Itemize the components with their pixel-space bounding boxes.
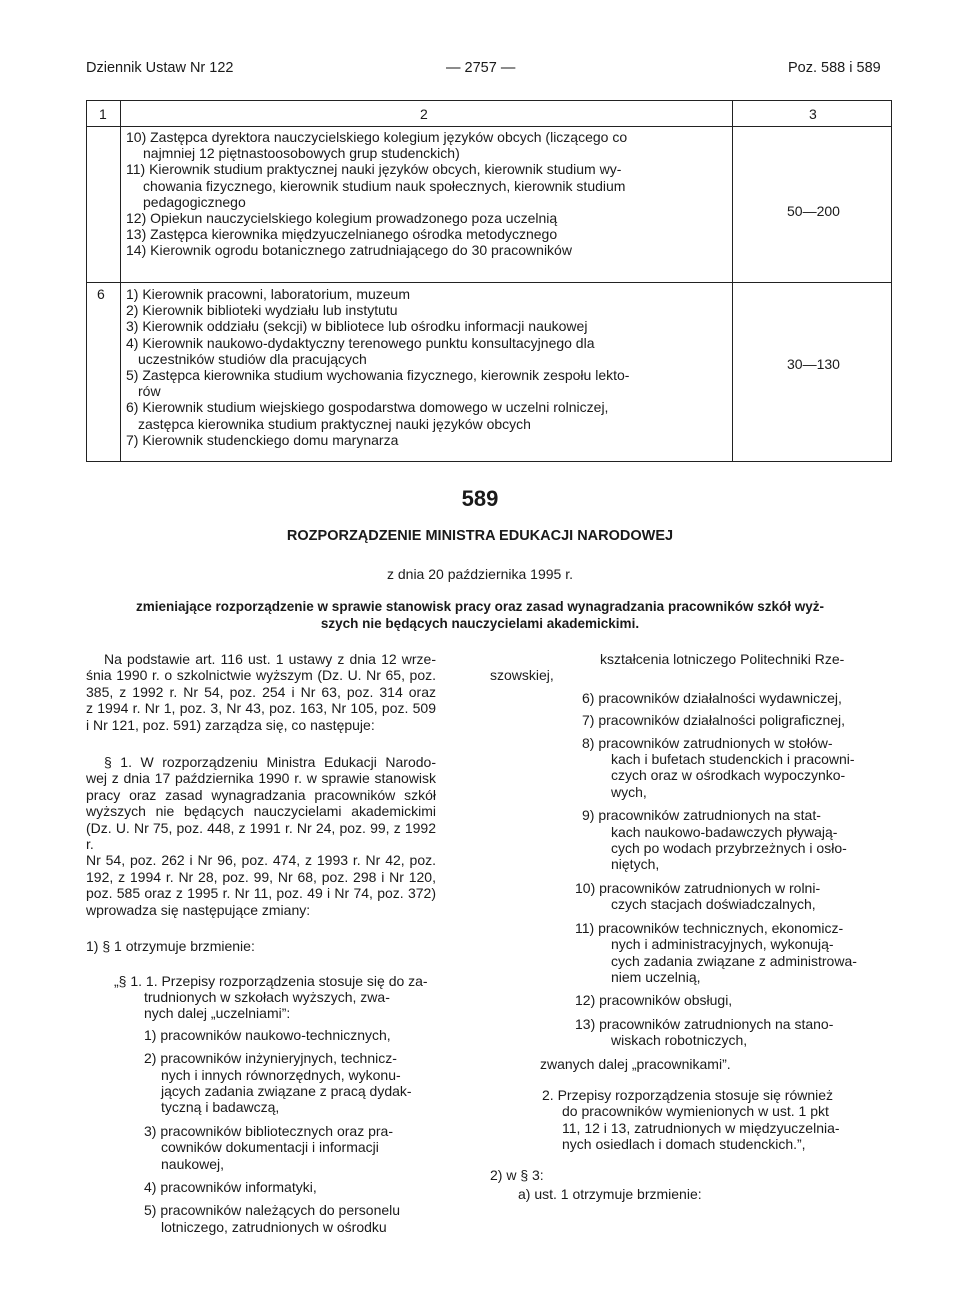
text-line: rów	[138, 383, 161, 400]
paragraph	[582, 735, 896, 801]
positions-table	[86, 100, 892, 462]
text-line: 11, 12 i 13, zatrudnionych w międzyuczelnia-	[562, 1119, 840, 1136]
text-line: najmniej 12 piętnastoosobowych grup studenckich)	[143, 145, 460, 162]
text-line: wiskach robotniczych,	[611, 1032, 748, 1049]
text-line: 3) pracowników bibliotecznych oraz pra-	[144, 1122, 393, 1139]
text-line: czych oraz w ośrodkach wypoczynko-	[611, 767, 846, 784]
text-line: nych dalej „uczelniami”:	[144, 1005, 291, 1022]
text-line: 3) Kierownik oddziału (sekcji) w bibliotece lub ośrodku informacji naukowej	[126, 318, 588, 335]
text-line: a) ust. 1 otrzymuje brzmienie:	[518, 1185, 702, 1202]
text-line: zwanych dalej „pracownikami”.	[540, 1055, 731, 1072]
paragraph	[582, 807, 896, 873]
text-line: „§ 1. 1. Przepisy rozporządzenia stosuje się do za-	[114, 972, 428, 989]
paragraph	[86, 651, 436, 733]
paragraph	[575, 920, 896, 986]
text-line: Na podstawie art. 116 ust. 1 ustawy z dnia 12 wrze-	[104, 651, 436, 667]
paragraph	[126, 286, 732, 302]
act-title: ROZPORZĄDZENIE MINISTRA EDUKACJI NARODOWEJ	[286, 528, 674, 544]
text-line: 12) pracowników obsługi,	[575, 992, 733, 1009]
text-line: 385, z 1992 r. Nr 54, poz. 254 i Nr 63, poz. 314 oraz	[86, 683, 436, 700]
text-line: szowskiej,	[490, 667, 554, 684]
paragraph	[144, 1027, 436, 1043]
col-header-1: 1	[99, 106, 107, 122]
text-line: 5) pracowników należących do personelu	[144, 1202, 401, 1219]
text-line: śnia 1990 r. o szkolnictwie wyższym (Dz. U. Nr 65, poz.	[86, 667, 436, 684]
text-line: kształcenia lotniczego Politechniki Rze-	[600, 651, 845, 667]
col-header-3: 3	[809, 106, 817, 122]
paragraph	[542, 1087, 896, 1153]
page-number: — 2757 —	[446, 60, 516, 76]
text-line: 2) Kierownik biblioteki wydziału lub instytutu	[126, 302, 398, 319]
text-line: 7) Kierownik studenckiego domu marynarza	[126, 431, 399, 448]
paragraph	[86, 938, 436, 954]
text-line: 1) pracowników naukowo-technicznych,	[144, 1026, 391, 1043]
text-line: cych po wodach przybrzeżnych i osło-	[611, 840, 847, 857]
text-line: z 1994 r. Nr 1, poz. 3, Nr 43, poz. 163, Nr 105, poz. 509	[86, 700, 436, 717]
paragraph	[126, 226, 732, 242]
paragraph	[126, 161, 732, 210]
text-line: wprowadza się następujące zmiany:	[86, 901, 311, 918]
text-line: do pracowników wymienionych w ust. 1 pkt	[562, 1103, 829, 1120]
text-line: chowania fizycznego, kierownik studium nauk społecznych, kierownik studium	[143, 177, 626, 194]
paragraph	[126, 399, 732, 431]
text-line: jących zadania związane z pracą dydak-	[161, 1082, 412, 1099]
paragraph	[126, 302, 732, 318]
text-line: niętych,	[611, 856, 660, 873]
paragraph	[518, 1186, 896, 1202]
paragraph	[582, 690, 896, 706]
paragraph	[540, 1056, 896, 1072]
table-row-items	[126, 129, 732, 259]
text-line: nych i innych równorzędnych, wykonu-	[161, 1066, 401, 1083]
text-line: uczestników studiów dla pracujących	[138, 350, 367, 367]
act-date: z dnia 20 października 1995 r.	[386, 566, 573, 582]
text-line: 2) pracowników inżynieryjnych, technicz-	[144, 1050, 397, 1067]
text-line: Nr 54, poz. 262 i Nr 96, poz. 474, z 1993 r. Nr 42, poz.	[86, 852, 436, 869]
table-row-range: 30—130	[787, 356, 840, 372]
text-line: niem uczelnią,	[611, 968, 701, 985]
paragraph	[490, 1167, 896, 1183]
text-line: 9) pracowników zatrudnionych na stat-	[582, 807, 821, 824]
paragraph	[126, 367, 732, 399]
paragraph	[114, 973, 436, 1022]
text-line: naukowej,	[161, 1155, 225, 1172]
text-line: 192, z 1994 r. Nr 28, poz. 99, Nr 68, poz. 298 i Nr 120,	[86, 868, 436, 885]
text-line: 1) Kierownik pracowni, laboratorium, muzeum	[126, 286, 410, 302]
text-line: kach naukowo-badawczych pływają-	[611, 823, 838, 840]
text-line: (Dz. U. Nr 75, poz. 448, z 1991 r. Nr 24, poz. 99, z 1992 r.	[86, 819, 436, 853]
text-line: trudnionych w szkołach wyższych, zwa-	[144, 988, 390, 1005]
paragraph	[126, 335, 732, 367]
text-line: wyższych nie będących nauczycielami akademickimi	[86, 803, 436, 820]
text-line: 7) pracowników działalności poligraficznej,	[582, 712, 846, 729]
text-line: 8) pracowników zatrudnionych w stołów-	[582, 734, 833, 751]
text-line: 4) pracowników informatyki,	[144, 1178, 317, 1195]
text-line: lotniczego, zatrudnionych w ośrodku	[161, 1218, 387, 1235]
text-line: nych osiedlach i domach studenckich.”,	[562, 1136, 806, 1153]
paragraph	[144, 1179, 436, 1195]
text-line: pracy oraz zasad wynagradzania pracowników szkół	[86, 786, 436, 803]
paragraph	[144, 1123, 436, 1172]
col-header-2: 2	[420, 106, 428, 122]
text-line: § 1. W rozporządzeniu Ministra Edukacji Narodo-	[104, 754, 436, 771]
text-line: i Nr 121, poz. 591) zarządza się, co następuje:	[86, 716, 375, 733]
text-line: zastępca kierownika studium praktycznej nauki języków obcych	[138, 415, 531, 432]
position-ref: Poz. 588 i 589	[788, 60, 881, 76]
text-line: 6) Kierownik studium wiejskiego gospodarstwa domowego w uczelni rolniczej,	[126, 399, 609, 416]
text-line: czych stacjach doświadczalnych,	[611, 896, 816, 913]
text-line: wych,	[611, 783, 647, 800]
text-line: cowników dokumentacji i informacji	[161, 1139, 379, 1156]
text-line: 1) § 1 otrzymuje brzmienie:	[86, 938, 255, 955]
text-line: 6) pracowników działalności wydawniczej,	[582, 689, 842, 706]
paragraph	[575, 992, 896, 1008]
paragraph	[126, 129, 732, 161]
text-line: tyczną i badawczą,	[161, 1099, 280, 1116]
text-line: 13) Zastępca kierownika międzyuczelnianego ośrodka metodycznego	[126, 226, 558, 243]
text-line: 2) w § 3:	[490, 1166, 544, 1183]
text-line: 2. Przepisy rozporządzenia stosuje się również	[542, 1086, 834, 1103]
text-line: pedagogicznego	[143, 193, 246, 210]
text-line: 10) Zastępca dyrektora nauczycielskiego kolegium języków obcych (liczącego co	[126, 129, 628, 145]
text-line: nych i administracyjnych, wykonują-	[611, 936, 834, 953]
act-subject: zmieniające rozporządzenie w sprawie stanowisk pracy oraz zasad wynagradzania pracowników szkół wyż- szych nie będących nauczycielami akademickimi.	[136, 599, 824, 631]
act-number: 589	[461, 486, 499, 511]
text-line: 5) Zastępca kierownika studium wychowania fizycznego, kierownik zespołu lekto-	[126, 367, 630, 384]
text-line: 11) pracowników technicznych, ekonomicz-	[575, 919, 844, 936]
paragraph	[582, 712, 896, 728]
paragraph	[144, 1050, 436, 1116]
paragraph	[86, 754, 436, 918]
text-line: poz. 585 oraz z 1995 r. Nr 11, poz. 49 i Nr 74, poz. 372)	[86, 885, 436, 902]
journal-title: Dziennik Ustaw Nr 122	[86, 60, 234, 76]
text-line: 10) pracowników zatrudnionych w rolni-	[575, 879, 821, 896]
text-line: 11) Kierownik studium praktycznej nauki języków obcych, kierownik studium wy-	[126, 161, 622, 178]
paragraph	[144, 1202, 436, 1235]
text-line: 13) pracowników zatrudnionych na stano-	[575, 1015, 834, 1032]
table-row-group: 6	[97, 286, 105, 302]
text-line: kach i bufetach studenckich i pracowni-	[611, 751, 855, 768]
text-line: wej z dnia 17 października 1990 r. w sprawie stanowisk	[86, 770, 436, 787]
paragraph	[126, 242, 732, 258]
paragraph	[575, 1016, 896, 1049]
paragraph	[126, 432, 732, 448]
paragraph	[490, 651, 896, 684]
text-line: 14) Kierownik ogrodu botanicznego zatrudniającego do 30 pracowników	[126, 242, 572, 259]
table-row-range: 50—200	[787, 203, 840, 219]
table-row-items	[126, 286, 732, 448]
text-line: 12) Opiekun nauczycielskiego kolegium prowadzonego poza uczelnią	[126, 210, 558, 227]
body-left-column	[86, 651, 436, 1235]
paragraph	[126, 210, 732, 226]
text-line: 4) Kierownik naukowo-dydaktyczny terenowego punktu konsultacyjnego dla	[126, 334, 595, 351]
paragraph	[575, 880, 896, 913]
body-right-column	[490, 651, 896, 1202]
paragraph	[126, 318, 732, 334]
text-line: cych zadania związane z administrowa-	[611, 952, 857, 969]
